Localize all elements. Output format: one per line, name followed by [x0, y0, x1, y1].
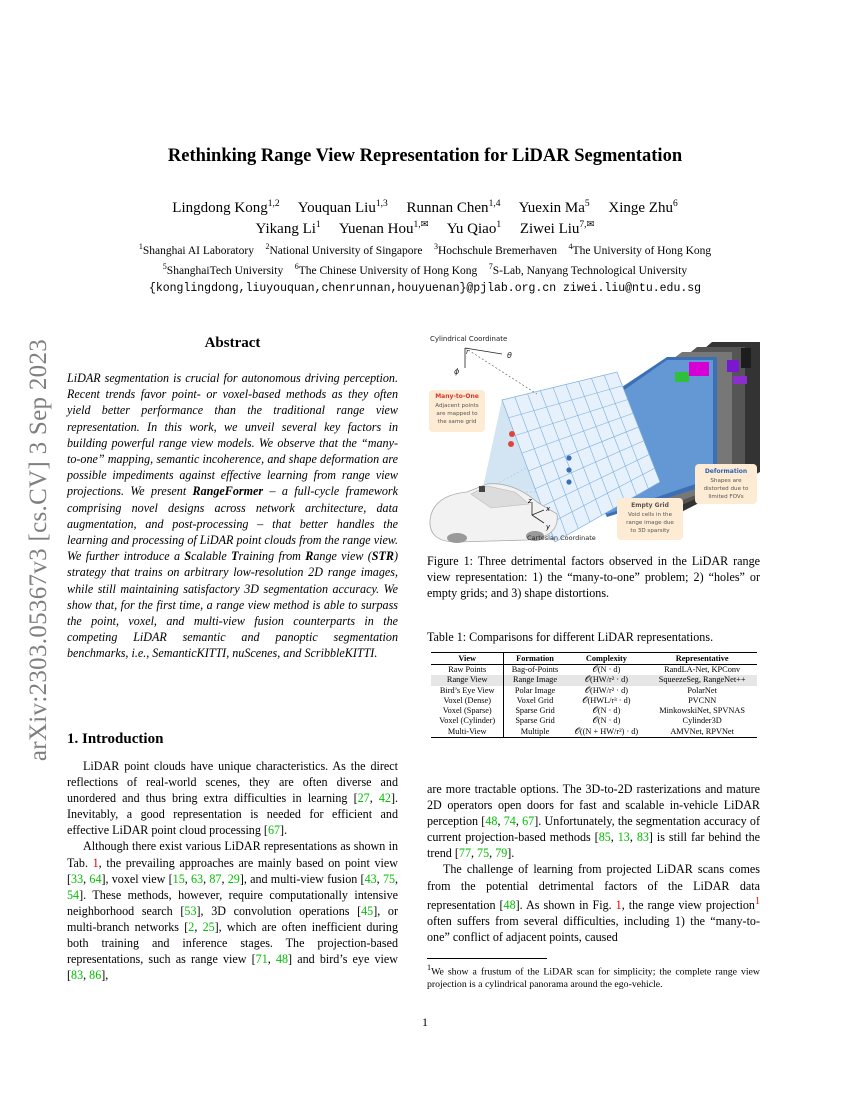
affiliations-line-1	[0, 242, 850, 257]
authors-line-1	[0, 199, 850, 217]
citation-link[interactable]: 79	[495, 846, 508, 861]
page-number: 1	[422, 1015, 428, 1029]
cartesian-coordinate-label: Cartesian Coordinate	[527, 534, 596, 542]
citation-link[interactable]: 64	[89, 871, 102, 886]
deformation-callout	[695, 464, 757, 504]
citation-link[interactable]: 43	[364, 871, 377, 886]
citation-link[interactable]: 2	[188, 919, 195, 934]
abstract-body: LiDAR segmentation is crucial for autonomous driving perception. Recent trends favor point- or voxel-based methods as they often yield better performance than the traditional range view representation. In this work, we unveil several key factors in building powerful range view models. We observe that the “many-to-one” mapping, semantic incoherence, and shape deformation are possible impediments against effective learning from range view projections. We present RangeFormer – a full-cycle framework comprising novel designs across network architecture, data augmentation, and post-processing – that better handles the learning and processing of LiDAR point clouds from the range view. We further introduce a Scalable Training from Range view (STR) strategy that trains on arbitrary low-resolution 2D range images, while still maintaining satisfactory 3D segmentation accuracy. We show that, for the first time, a range view method is able to surpass the point, voxel, and multi-view fusion counterparts in the competing LiDAR semantic and panoptic segmentation benchmarks, i.e., SemanticKITTI, nuScenes, and ScribbleKITTI.	[67, 371, 399, 661]
figure-1-caption: Figure 1: Three detrimental factors observed in the LiDAR range view representation: 1) the “many-to-one” problem; 2) “holes” or empty grids; and 3) shape distortions.	[427, 554, 760, 601]
svg-text:x: x	[546, 505, 551, 513]
table-row: Raw Points Bag-of-Points 𝒪(N · d) RandLA-Net, KPConv	[431, 665, 757, 676]
svg-text:Empty Grid: Empty Grid	[631, 502, 669, 509]
paragraph: The challenge of learning from projected LiDAR scans comes from the potential detrimental factors of the LiDAR data representation [48]. As shown in Fig. 1, the range view projection$^1$ often suffers from several difficulties, including 1) the “many-to-one” conflict of adjacent points, caused	[427, 862, 760, 944]
paragraph: are more tractable options. The 3D-to-2D rasterizations and mature 2D operators open doors for fast and scalable in-vehicle LiDAR perception [48, 74, 67]. Unfortunately, the segmentation accuracy of current projection-based methods [85, 13, 83] is still far behind the trend [77, 75, 79].	[427, 782, 760, 861]
svg-text:Adjacent points: Adjacent points	[435, 403, 479, 409]
svg-text:are mapped to: are mapped to	[436, 411, 478, 417]
representations-table	[431, 652, 757, 738]
affiliation: $^5$ShanghaiTech University	[162, 262, 284, 277]
footnote-rule	[427, 958, 547, 959]
r-symbol: r	[466, 348, 469, 356]
column-header: Representative	[647, 653, 757, 665]
svg-text:limited FOVs: limited FOVs	[708, 494, 744, 500]
paper-title: Rethinking Range View Representation for LiDAR Segmentation	[167, 146, 683, 166]
svg-text:the same grid: the same grid	[437, 419, 477, 425]
theta-symbol: θ	[507, 351, 512, 360]
citation-link[interactable]: 54	[67, 887, 80, 902]
figure-1-illustration	[427, 332, 760, 544]
many-to-one-callout	[429, 390, 485, 432]
intro-heading: 1. Introduction	[67, 731, 164, 747]
svg-text:Many-to-One: Many-to-One	[435, 393, 479, 400]
table-row: Bird’s Eye View Polar Image 𝒪(HW/r² · d) PolarNet	[431, 686, 757, 696]
authors-line-2	[0, 219, 850, 238]
affiliation: $^4$The University of Hong Kong	[568, 242, 712, 257]
citation-link[interactable]: 75	[477, 846, 490, 861]
figure-ref-link[interactable]: 1	[615, 897, 622, 912]
cylindrical-coordinate-label: Cylindrical Coordinate	[430, 335, 508, 343]
affiliation: $^3$Hochschule Bremerhaven	[433, 242, 558, 257]
table-row-highlighted: Range View Range Image 𝒪(HW/r² · d) SqueezeSeg, RangeNet++	[431, 675, 757, 685]
author: Youquan Liu$^{1,3}$	[297, 199, 388, 216]
phi-symbol: ϕ	[454, 367, 460, 376]
table-ref-link[interactable]: 1	[92, 855, 99, 870]
author: Yikang Li$^1$	[255, 220, 321, 237]
svg-text:distorted due to: distorted due to	[703, 486, 749, 492]
author: Xinge Zhu$^6$	[608, 199, 678, 216]
column-header: Formation	[504, 653, 566, 665]
intro-body	[67, 758, 398, 983]
citation-link[interactable]: 45	[361, 903, 374, 918]
citation-link[interactable]: 48	[503, 897, 516, 912]
table-header-row	[431, 653, 757, 665]
author: Yuenan Hou$^{1,✉}$	[338, 220, 429, 237]
paragraph: LiDAR point clouds have unique characteristics. As the direct reflections of real-world scenes, they are often diverse and unordered and thus bring extra difficulties in learning [27, 42]. Inevitably, a good representation is needed for efficient and effective LiDAR point cloud processing [67].	[67, 759, 399, 838]
citation-link[interactable]: 67	[267, 823, 281, 838]
abstract-heading: Abstract	[204, 335, 261, 351]
citation-link[interactable]: 77	[458, 846, 471, 861]
citation-link[interactable]: 42	[378, 791, 391, 806]
footnote-ref-link[interactable]: 1	[754, 895, 760, 907]
citation-link[interactable]: 87	[209, 871, 222, 886]
citation-link[interactable]: 63	[191, 871, 204, 886]
author: Yu Qiao$^1$	[446, 220, 502, 237]
citation-link[interactable]: 86	[89, 968, 102, 983]
affiliation: $^2$National University of Singapore	[265, 242, 423, 257]
author: Runnan Chen$^{1,4}$	[406, 199, 501, 216]
citation-link[interactable]: 33	[71, 871, 84, 886]
author: Yuexin Ma$^5$	[518, 199, 590, 216]
citation-link[interactable]: 85	[598, 830, 611, 845]
citation-link[interactable]: 74	[503, 814, 516, 829]
citation-link[interactable]: 29	[227, 871, 240, 886]
citation-link[interactable]: 71	[255, 952, 268, 967]
author-emails: {konglingdong,liuyouquan,chenrunnan,houyuenan}@pjlab.org.cn ziwei.liu@ntu.edu.sg	[148, 282, 702, 295]
column-header: Complexity	[566, 653, 648, 665]
right-column-body	[427, 781, 760, 945]
citation-link[interactable]: 67	[522, 814, 535, 829]
author: Ziwei Liu$^{7,✉}$	[519, 220, 595, 237]
table-1-caption: Table 1: Comparisons for different LiDAR representations.	[427, 630, 714, 644]
method-name: RangeFormer	[192, 484, 264, 499]
citation-link[interactable]: 13	[617, 830, 630, 845]
svg-text:Shapes are: Shapes are	[710, 478, 742, 484]
affiliation: $^6$The Chinese University of Hong Kong	[294, 262, 478, 277]
citation-link[interactable]: 27	[357, 791, 370, 806]
paragraph: Although there exist various LiDAR representations as shown in Tab. 1, the prevailing approaches are mainly based on point view [33, 64], voxel view [15, 63, 87, 29], and multi-view fusion [43, 75, 54]. These methods, however, require computationally intensive neighborhood search [53], 3D convolution operations [45], or multi-branch networks [2, 25], which are often inefficient during both training and inference stages. The projection-based representations, such as range view [71, 48] and bird’s eye view [83, 86],	[67, 839, 399, 983]
affiliations-line-2	[0, 262, 850, 277]
column-header: View	[431, 653, 504, 665]
author: Lingdong Kong$^{1,2}$	[172, 199, 280, 216]
svg-text:range image due: range image due	[626, 520, 674, 526]
footnote: $^1$We show a frustum of the LiDAR scan for simplicity; the complete range view projection is a cylindrical panorama around the ego-vehicle.	[427, 963, 760, 990]
arxiv-stamp	[14, 295, 64, 805]
citation-link[interactable]: 83	[71, 968, 84, 983]
citation-link[interactable]: 53	[184, 903, 197, 918]
citation-link[interactable]: 15	[172, 871, 185, 886]
table-row: Multi-View Multiple 𝒪((N + HW/r²) · d) AMVNet, RPVNet	[431, 727, 757, 738]
citation-link[interactable]: 83	[636, 830, 649, 845]
svg-text:Deformation: Deformation	[704, 468, 748, 475]
arxiv-stamp-text: arXiv:2303.05367v3 [cs.CV] 3 Sep 2023	[25, 338, 52, 762]
table-row: Voxel (Dense) Voxel Grid 𝒪(HWL/r³ · d) PVCNN	[431, 696, 757, 706]
svg-text:y: y	[546, 523, 551, 531]
affiliation: $^1$Shanghai AI Laboratory	[138, 242, 254, 257]
svg-text:z: z	[528, 497, 532, 505]
citation-link[interactable]: 48	[485, 814, 498, 829]
table-row: Voxel (Cylinder) Sparse Grid 𝒪(N · d) Cylinder3D	[431, 716, 757, 726]
empty-grid-callout	[617, 498, 683, 540]
citation-link[interactable]: 75	[382, 871, 396, 886]
citation-link[interactable]: 25	[202, 919, 215, 934]
svg-text:Void cells in the: Void cells in the	[627, 512, 673, 518]
affiliation: $^7$S-Lab, Nanyang Technological University	[488, 262, 688, 277]
svg-text:to 3D sparsity: to 3D sparsity	[630, 528, 670, 534]
citation-link[interactable]: 48	[275, 952, 289, 967]
table-row: Voxel (Sparse) Sparse Grid 𝒪(N · d) MinkowskiNet, SPVNAS	[431, 706, 757, 716]
